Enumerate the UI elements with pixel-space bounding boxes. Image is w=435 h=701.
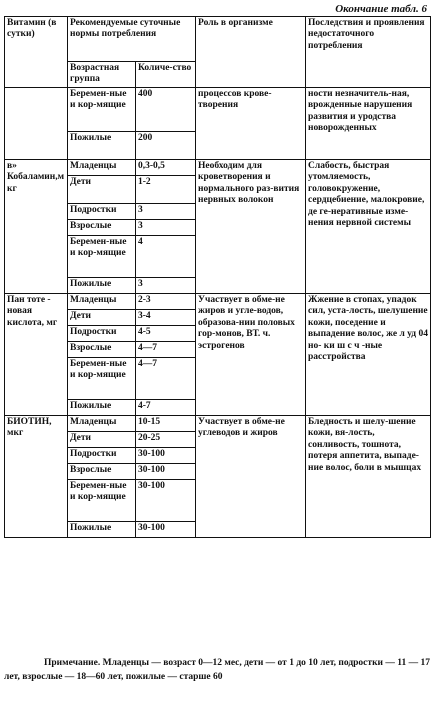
group-cell: Дети	[68, 310, 136, 326]
value-cell: 400	[136, 88, 196, 132]
group-cell: Подростки	[68, 326, 136, 342]
consequences-cell: Слабость, быстрая утомляемость, головокружение, сердцебиение, малокровие, де ге-неративные изме-нения нервной системы	[306, 160, 431, 294]
group-cell: Взрослые	[68, 342, 136, 358]
group-cell: Беремен-ные и кор-мящие	[68, 236, 136, 278]
vitamin-cell: в» Кобаламин,мкг	[5, 160, 68, 294]
value-cell: 4—7	[136, 358, 196, 400]
role-cell: Необходим для кроветворения и нормального раз-вития нервных волокон	[196, 160, 306, 294]
table-body	[5, 88, 431, 538]
role-cell: Участвует в обме-не жиров и угле-водов, образова-нии половых гор-монов, ВТ. ч. эстрогенов	[196, 294, 306, 416]
group-cell: Дети	[68, 176, 136, 204]
value-cell: 10-15	[136, 416, 196, 432]
header-group: Возрастная группа	[68, 62, 136, 88]
group-cell: Пожилые	[68, 400, 136, 416]
header-norms: Рекомендуемые суточные нормы потребления	[68, 17, 196, 62]
value-cell: 4	[136, 236, 196, 278]
consequences-cell: Бледность и шелу-шение кожи, вя-лость, сонливость, тошнота, потеря аппетита, выпаде-ние волос, боли в мышцах	[306, 416, 431, 538]
group-cell: Младенцы	[68, 160, 136, 176]
vitamin-cell	[5, 88, 68, 160]
value-cell: 3	[136, 204, 196, 220]
header-quantity: Количе-ство	[136, 62, 196, 88]
group-cell: Младенцы	[68, 416, 136, 432]
table-row	[5, 294, 431, 310]
group-cell: Беремен-ные и кор-мящие	[68, 358, 136, 400]
value-cell: 1-2	[136, 176, 196, 204]
value-cell: 0,3-0,5	[136, 160, 196, 176]
group-cell: Пожилые	[68, 278, 136, 294]
role-cell: Участвует в обме-не углеводов и жиров	[196, 416, 306, 538]
value-cell: 3	[136, 278, 196, 294]
group-cell: Младенцы	[68, 294, 136, 310]
consequences-cell: ности незначитель-ная, врожденные нарушения развития и уродства новорожденных	[306, 88, 431, 160]
group-cell: Взрослые	[68, 220, 136, 236]
vitamin-cell: Пан тоте - новая кислота, мг	[5, 294, 68, 416]
group-cell: Взрослые	[68, 464, 136, 480]
vitamin-table	[4, 16, 431, 538]
table-row	[5, 88, 431, 132]
group-cell: Пожилые	[68, 522, 136, 538]
role-cell: процессов крове-творения	[196, 88, 306, 160]
value-cell: 30-100	[136, 464, 196, 480]
header-role: Роль в организме	[196, 17, 306, 88]
value-cell: 20-25	[136, 432, 196, 448]
value-cell: 200	[136, 132, 196, 160]
value-cell: 30-100	[136, 522, 196, 538]
value-cell: 4-5	[136, 326, 196, 342]
vitamin-cell: БИОТИН, мкг	[5, 416, 68, 538]
group-cell: Подростки	[68, 448, 136, 464]
group-cell: Пожилые	[68, 132, 136, 160]
table-note: Примечание. Младенцы — возраст 0—12 мес, дети — от 1 до 10 лет, подростки — 11 — 17 лет, взрослые — 18—60 лет, пожилые — старше 60	[4, 658, 430, 682]
consequences-cell: Жжение в стопах, упадок сил, уста-лость, шелушение кожи, поседение и выпадение волос, же л уд 04 но- ки ш с ч -ные расстройства	[306, 294, 431, 416]
value-cell: 4—7	[136, 342, 196, 358]
table-caption: Окончание табл. 6	[335, 3, 427, 15]
header-vitamin: Витамин (в сутки)	[5, 17, 68, 88]
value-cell: 3	[136, 220, 196, 236]
group-cell: Беремен-ные и кор-мящие	[68, 88, 136, 132]
value-cell: 30-100	[136, 448, 196, 464]
header-consequences: Последствия и проявления недостаточного потребления	[306, 17, 431, 88]
value-cell: 2-3	[136, 294, 196, 310]
table-row	[5, 416, 431, 432]
group-cell: Дети	[68, 432, 136, 448]
value-cell: 3-4	[136, 310, 196, 326]
table-row	[5, 160, 431, 176]
value-cell: 30-100	[136, 480, 196, 522]
value-cell: 4-7	[136, 400, 196, 416]
group-cell: Беремен-ные и кор-мящие	[68, 480, 136, 522]
group-cell: Подростки	[68, 204, 136, 220]
